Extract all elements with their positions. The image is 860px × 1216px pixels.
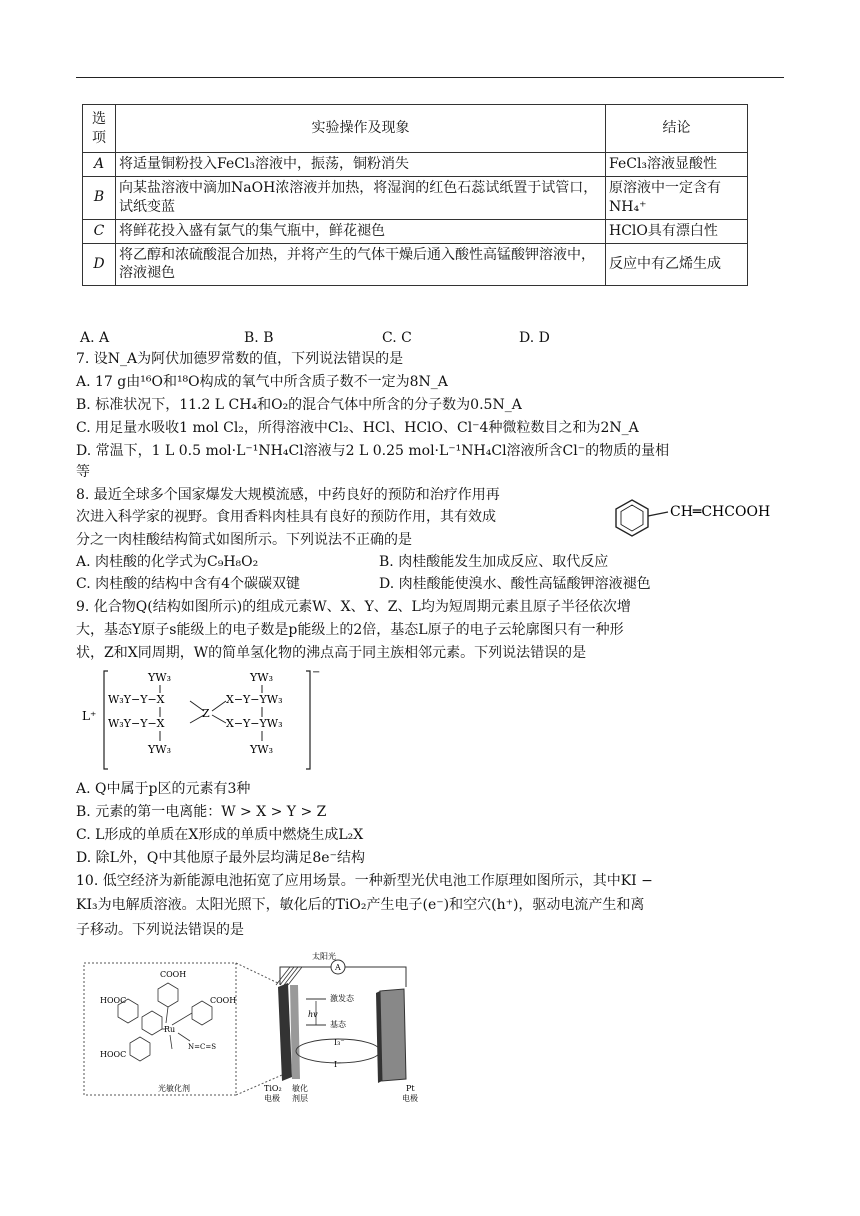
hooc-label-lower: HOOC — [100, 1050, 127, 1059]
q7-option-a[interactable]: A. 17 g由¹⁶O和¹⁸O构成的氧气中所含质子数不一定为8N_A — [76, 374, 448, 390]
header-operation: 实验操作及现象 — [116, 105, 606, 153]
q6-option-c[interactable]: C. C — [382, 330, 412, 346]
sensitizer-layer — [290, 985, 300, 1079]
pt-label: Pt — [406, 1084, 415, 1093]
q6-option-d[interactable]: D. D — [519, 330, 550, 346]
pt-electrode — [380, 989, 406, 1081]
q7-option-b[interactable]: B. 标准状况下，11.2 L CH₄和O₂的混合气体中所含的分子数为0.5N_A — [76, 397, 522, 413]
svg-text:YW₃: YW₃ — [250, 743, 273, 756]
hv-label: hv — [308, 1010, 318, 1019]
q6-option-b[interactable]: B. B — [244, 330, 274, 346]
ground-label: 基态 — [330, 1020, 346, 1029]
svg-text:Z: Z — [202, 707, 210, 720]
q8-option-b[interactable]: B. 肉桂酸能发生加成反应、取代反应 — [379, 554, 609, 570]
q9-stem-line: 状，Z和X同周期，W的简单氢化物的沸点高于同主族相邻元素。下列说法错误的是 — [76, 645, 587, 661]
q8-option-d[interactable]: D. 肉桂酸能使溴水、酸性高锰酸钾溶液褪色 — [379, 576, 651, 592]
svg-text:YW₃: YW₃ — [148, 743, 171, 756]
table-row — [83, 219, 748, 243]
row-option: A — [83, 153, 116, 177]
row-conclusion: FeCl₃溶液显酸性 — [606, 153, 748, 177]
ammeter-label: A — [335, 963, 341, 972]
q9-option-a[interactable]: A. Q中属于p区的元素有3种 — [76, 781, 251, 797]
svg-text:W₃Y−Y−X: W₃Y−Y−X — [108, 693, 165, 706]
q8-option-c[interactable]: C. 肉桂酸的结构中含有4个碳碳双键 — [76, 576, 301, 592]
sensitizer-label: 敏化 — [292, 1084, 308, 1093]
table-row — [83, 243, 748, 286]
structure-label: CH═CHCOOH — [670, 504, 771, 520]
q8-option-a[interactable]: A. 肉桂酸的化学式为C₉H₈O₂ — [76, 554, 259, 570]
row-conclusion: HClO具有漂白性 — [606, 219, 748, 243]
row-option: C — [83, 219, 116, 243]
cooh-label-right: COOH — [210, 996, 237, 1005]
header-option: 选项 — [83, 105, 116, 153]
photosensitizer-label: 光敏化剂 — [158, 1084, 190, 1093]
q8-stem-line: 分之一肉桂酸结构简式如图所示。下列说法不正确的是 — [76, 532, 412, 548]
q8-stem-line: 次进入科学家的视野。食用香料肉桂具有良好的预防作用，其有效成 — [76, 509, 496, 525]
ru-label: Ru — [164, 1025, 176, 1034]
tio2-electrode — [278, 983, 292, 1081]
q9-option-d[interactable]: D. 除L外，Q中其他原子最外层均满足8e⁻结构 — [76, 850, 365, 866]
q7-stem: 7. 设N_A为阿伏加德罗常数的值，下列说法错误的是 — [76, 351, 404, 367]
cooh-label: COOH — [160, 970, 187, 979]
row-option: D — [83, 243, 116, 286]
tio2-label: TiO₂ — [264, 1084, 282, 1093]
header-rule — [76, 77, 784, 78]
ncs-label: N=C=S — [188, 1043, 217, 1051]
compound-q-structure — [80, 665, 330, 775]
q9-stem-line: 9. 化合物Q(结构如图所示)的组成元素W、X、Y、Z、L均为短周期元素且原子半径依次增 — [76, 599, 631, 615]
table-row — [83, 176, 748, 219]
i3-label: I₃⁻ — [334, 1038, 345, 1047]
hooc-label: HOOC — [100, 996, 127, 1005]
q8-stem-line: 8. 最近全球多个国家爆发大规模流感，中药良好的预防和治疗作用再 — [76, 487, 500, 503]
q10-stem-line: KI₃为电解质溶液。太阳光照下，敏化后的TiO₂产生电子(e⁻)和空穴(h⁺)，驱动电流产生和离 — [76, 897, 645, 913]
excited-label: 激发态 — [330, 994, 354, 1003]
i-label: I⁻ — [334, 1060, 342, 1069]
experiment-table — [82, 104, 748, 286]
q7-option-d[interactable]: D. 常温下，1 L 0.5 mol·L⁻¹NH₄Cl溶液与2 L 0.25 mol·L⁻¹NH₄Cl溶液所含Cl⁻的物质的量相 — [76, 443, 670, 459]
header-conclusion: 结论 — [606, 105, 748, 153]
row-operation: 将鲜花投入盛有氯气的集气瓶中，鲜花褪色 — [116, 219, 606, 243]
q9-option-c[interactable]: C. L形成的单质在X形成的单质中燃烧生成L₂X — [76, 827, 364, 843]
pt-sub-label: 电极 — [402, 1094, 418, 1103]
photosensitizer-box — [84, 963, 236, 1095]
svg-text:X−Y−YW₃: X−Y−YW₃ — [226, 717, 283, 730]
row-operation: 向某盐溶液中滴加NaOH浓溶液并加热，将湿润的红色石蕊试纸置于试管口，试纸变蓝 — [116, 176, 606, 219]
row-conclusion: 反应中有乙烯生成 — [606, 243, 748, 286]
row-operation: 将乙醇和浓硫酸混合加热，并将产生的气体干燥后通入酸性高锰酸钾溶液中，溶液褪色 — [116, 243, 606, 286]
q10-stem-line: 子移动。下列说法错误的是 — [76, 922, 244, 938]
q7-option-d-cont: 等 — [76, 464, 90, 480]
q10-stem-line: 10. 低空经济为新能源电池拓宽了应用场景。一种新型光伏电池工作原理如图所示，其中KI − — [76, 873, 653, 889]
tio2-sub-label: 电极 — [264, 1094, 280, 1103]
row-operation: 将适量铜粉投入FeCl₃溶液中，振荡，铜粉消失 — [116, 153, 606, 177]
row-conclusion: 原溶液中一定含有NH₄⁺ — [606, 176, 748, 219]
table-header-row — [83, 105, 748, 153]
sensitizer-sub-label: 剂层 — [292, 1094, 308, 1103]
svg-text:W₃Y−Y−X: W₃Y−Y−X — [108, 717, 165, 730]
svg-text:X−Y−YW₃: X−Y−YW₃ — [226, 693, 283, 706]
q6-option-a[interactable]: A. A — [80, 330, 110, 346]
table-row — [83, 153, 748, 177]
svg-text:YW₃: YW₃ — [250, 671, 273, 684]
svg-text:YW₃: YW₃ — [148, 671, 171, 684]
svg-text:L⁺: L⁺ — [82, 709, 97, 723]
photovoltaic-cell-diagram — [80, 945, 440, 1105]
cinnamic-acid-structure — [612, 494, 788, 538]
q7-option-c[interactable]: C. 用足量水吸收1 mol Cl₂，所得溶液中Cl₂、HCl、HClO、Cl⁻4种微粒数目之和为2N_A — [76, 420, 639, 436]
sunlight-label: 太阳光 — [312, 952, 336, 961]
q9-option-b[interactable]: B. 元素的第一电离能：W > X > Y > Z — [76, 804, 327, 820]
svg-text:−: − — [312, 667, 321, 678]
q9-stem-line: 大，基态Y原子s能级上的电子数是p能级上的2倍，基态L原子的电子云轮廓图只有一种形 — [76, 622, 624, 638]
row-option: B — [83, 176, 116, 219]
